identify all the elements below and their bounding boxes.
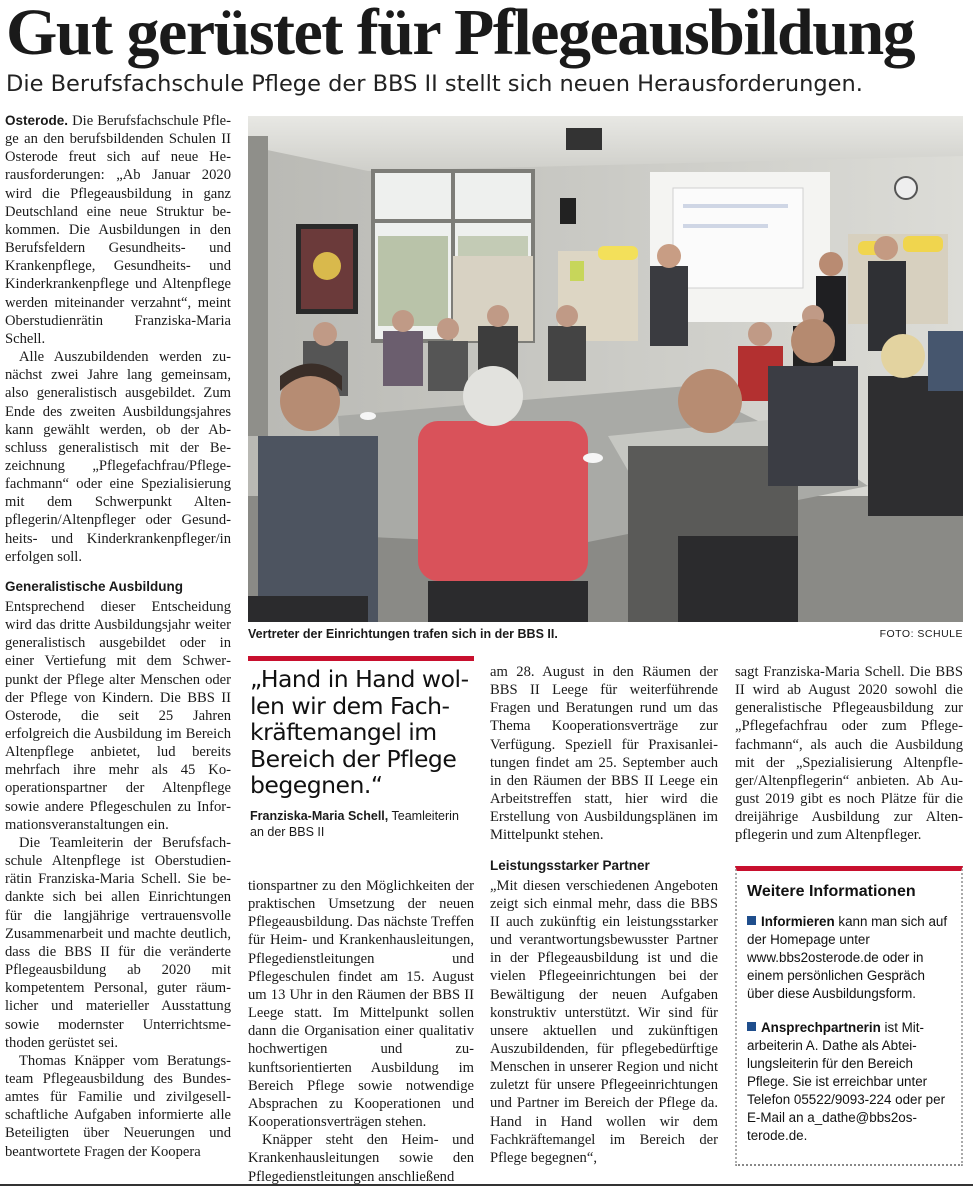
info-box [735,866,963,1166]
paragraph: Alle Auszubildenden werden zunächst zwei Jahre lang gemeinsam, also generalistisch ausgebildet. Zum Ende des zweiten Ausbildungsjahres kann gewählt werden, ob der Abschluss generalistisch mit der Bezeichnung „Pflegefachfrau/Pflegefachmann“ oder eine Spezialisierung mit dem Schwerpunkt Altenpflegerin/Altenpfleger oder Gesundheits- und Kinderkrankenpfleger/in erfolgen soll. [5,349,231,565]
article-column-1 [5,112,231,1161]
paragraph-text: Die Berufsfachschule Pflege an den berufsbildenden Schulen II Osterode freut sich auf neue Herausforderungen: „Ab Januar 2020 wird die Pflegeausbildung in ganz Deutschland eine neue Struktur bekommen. Die Ausbildungen in den Berufsfeldern Gesundheits- und Krankenpflege, Gesundheits- und Kinderkrankenpflege und Altenpflege werden miteinander verzahnt“, meint Oberstudienrätin Franziska-Maria Schell. [5,113,231,347]
quote-role: Teamleiterin an der BBS II [250,809,459,839]
info-item-lead: Ansprechpartnerin [761,1020,881,1035]
paragraph: „Mit diesen verschiedenen Angeboten zeigt sich einmal mehr, dass die BBS II auch zukünftig ein leistungsstarker und verantwortungsbewusster Partner in der Pflegeausbildung ist und die vielen Pflegeeinrichtungen bei der Bewältigung der neuen Aufgaben konstruktiv unterstützt. Wir sind für unsere aktuellen und zukünftigen Auszubildenden, für pflegebedürftige Menschen in unserer Region und nicht zuletzt für unsere Pflegeeinrichtungen und Partner im Bereich der Pflege da. Hand in Hand wollen wir dem Fachkräftemangel im Bereich der Pflege begegnen“, [490,877,718,1166]
article-column-3 [490,663,718,1167]
bottom-rule [0,1184,973,1186]
subheadline: Die Berufsfachschule Pflege der BBS II stellt sich neuen Herausforderungen. [6,71,863,97]
article-column-2 [248,877,474,1186]
paragraph: sagt Franziska-Maria Schell. Die BBS II wird ab August 2020 sowohl die generalistische Pflegeausbildung zur „Pflegefachfrau oder zum Pflegefachmann“, als auch die Ausbildung mit der „Spezialisierung Altenpfleger/Altenpflegerin“ anbieten. Ab August 2019 gibt es noch Plätze für die dreijährige Ausbildung zur Altenpflegerin und zum Altenpfleger. [735,664,963,844]
paragraph: Die Teamleiterin der Berufsfachschule Altenpflege ist Oberstudienrätin Franziska-Maria Schell. Sie bedankte sich bei allen Einrichtungen für die langjährige vertrauensvolle Zusammenarbeit und machte deutlich, dass die BBS II für die veränderte Pflegeausbildung ab 2020 mit kompetentem Personal, guter räumlicher und materieller Ausstattung sowie modernster Unterrichtsmethoden gerüstet sei. [5,834,231,1051]
paragraph [5,112,231,348]
dateline: Osterode. [5,113,69,128]
quote-author: Franziska-Maria Schell, [250,809,389,823]
classroom-photo-icon [248,116,963,622]
square-bullet-icon [747,1022,756,1031]
photo-credit: FOTO: SCHULE [879,628,963,640]
photo-caption: Vertreter der Einrichtungen trafen sich in der BBS II. [248,627,558,641]
paragraph: tionspartner zu den Möglichkeiten der praktischen Umsetzung der neuen Pflegeausbildung. Das nächste Treffen für Heim- und Krankenhausleitungen, Pflegedienstleitungen und Pflegeschulen findet am 15. August um 13 Uhr in den Räumen der BBS II Leege statt. Im Mittelpunkt sollen dann die Organisation einer qualitativ hochwertigen und zukunftsorientierten Ausbildung im Bereich Pflege sowie notwendige Absprachen zu Kooperationen und Kooperationsverträgen stehen. [248,878,474,1131]
info-item-lead: Informieren [761,914,835,929]
quote-source [250,808,474,840]
info-item-text: kann man sich auf der Homepage unter www.bbs2osterode.de oder in einem persönlichen Gespräch über diese Ausbildungsform. [747,914,948,1001]
paragraph: Knäpper steht den Heim- und Krankenhausleitungen sowie den Pflegedienstleitungen anschließend [248,1132,474,1185]
headline: Gut gerüstet für Pflegeausbildung [6,0,915,69]
paragraph: am 28. August in den Räumen der BBS II Leege für weiterführende Fragen und Beratungen rund um das Thema Kooperationsverträge zur Verfügung. Speziell für Praxisanleitungen findet am 25. September auch in den Räumen der BBS II Leege ein Arbeitstreffen statt, hier wird die Erstellung von Ausbildungsplänen im Mittelpunkt stehen. [490,664,718,844]
info-item [747,1019,951,1145]
quote-rule [248,656,474,661]
classroom-photo [248,116,963,622]
square-bullet-icon [747,916,756,925]
info-item [747,913,951,1003]
article-column-4 [735,663,963,845]
paragraph: Entsprechend dieser Entscheidung wird das dritte Ausbildungsjahr weiter generalistisch ausgebildet oder in einer Vertiefung mit dem Schwerpunkt der Pflege alter Menschen oder der Pflege von Kindern. Die BBS II Osterode, die seit 25 Jahren erfolgreich die Ausbildung im Bereich Altenpflege anbietet, lud bereits mehrfach ihre mehr als 45 Kooperationspartner der Altenpflege sowie andere Pflegeschulen zu Informationsveranstaltungen ein. [5,598,231,833]
subhead: Generalistische Ausbildung [5,578,184,594]
info-item-text: ist Mitarbeiterin A. Dathe als Abteilungsleiterin für den Bereich Pflege. Sie ist erreichbar unter Telefon 05522/9093-224 oder per E-Mail an a_dathe@bbs2osterode.de. [747,1020,946,1143]
paragraph: Thomas Knäpper vom Beratungsteam Pflegeausbildung des Bundesamtes für Familie und zivilgesellschaftliche Aufgaben informierte alle Beteiligten über Neuerungen und beantwortete Fragen der Koopera [5,1052,231,1160]
pull-quote: „Hand in Hand wollen wir dem Fachkräftemangel im Bereich der Pflege begegnen.“ [250,665,470,799]
info-box-title: Weitere Informationen [747,883,916,900]
subhead: Leistungsstarker Partner [490,857,650,873]
